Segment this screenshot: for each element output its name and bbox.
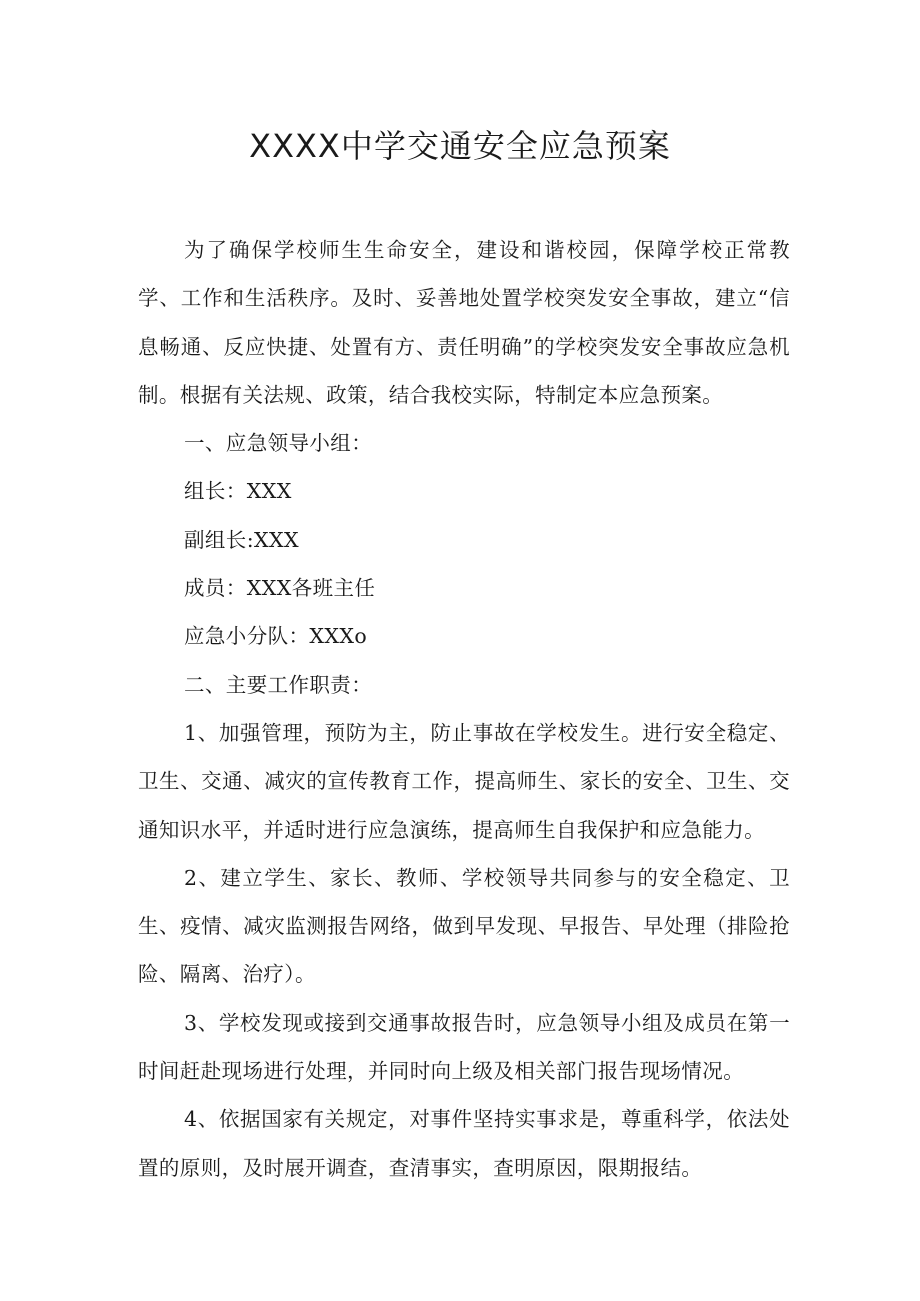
members-line: 成员：XXX各班主任 xyxy=(184,576,376,601)
section-heading-leadership: 一、应急领导小组： xyxy=(184,431,373,456)
deputy-leader-line: 副组长:XXX xyxy=(184,527,299,552)
duty-paragraph-2: 2、建立学生、家长、教师、学校领导共同参与的安全稳定、卫生、疫情、减灾监测报告网络，做到早发现、早报告、早处理（排险抢险、隔离、治疗）。 xyxy=(138,865,790,987)
document-title: XXXX中学交通安全应急预案 xyxy=(249,127,671,165)
duty-paragraph-3: 3、学校发现或接到交通事故报告时，应急领导小组及成员在第一时间赶赴现场进行处理，并同时向上级及相关部门报告现场情况。 xyxy=(138,1010,790,1084)
section-heading-duties: 二、主要工作职责： xyxy=(184,672,373,697)
duty-paragraph-4: 4、依据国家有关规定，对事件坚持实事求是，尊重科学，依法处置的原则，及时展开调查，查清事实，查明原因，限期报结。 xyxy=(138,1107,790,1180)
leader-line: 组长：XXX xyxy=(184,479,292,504)
intro-paragraph: 为了确保学校师生生命安全，建设和谐校园，保障学校正常教学、工作和生活秩序。及时、妥善地处置学校突发安全事故，建立“信息畅通、反应快捷、处置有方、责任明确”的学校突发安全事故应急机制。根据有关法规、政策，结合我校实际，特制定本应急预案。 xyxy=(138,238,790,407)
emergency-team-line: 应急小分队：XXXo xyxy=(184,624,368,649)
document-body xyxy=(138,226,790,1192)
duty-paragraph-1: 1、加强管理，预防为主，防止事故在学校发生。进行安全稳定、卫生、交通、减灾的宣传教育工作，提高师生、家长的安全、卫生、交通知识水平，并适时进行应急演练，提高师生自我保护和应急能力。 xyxy=(138,720,790,842)
